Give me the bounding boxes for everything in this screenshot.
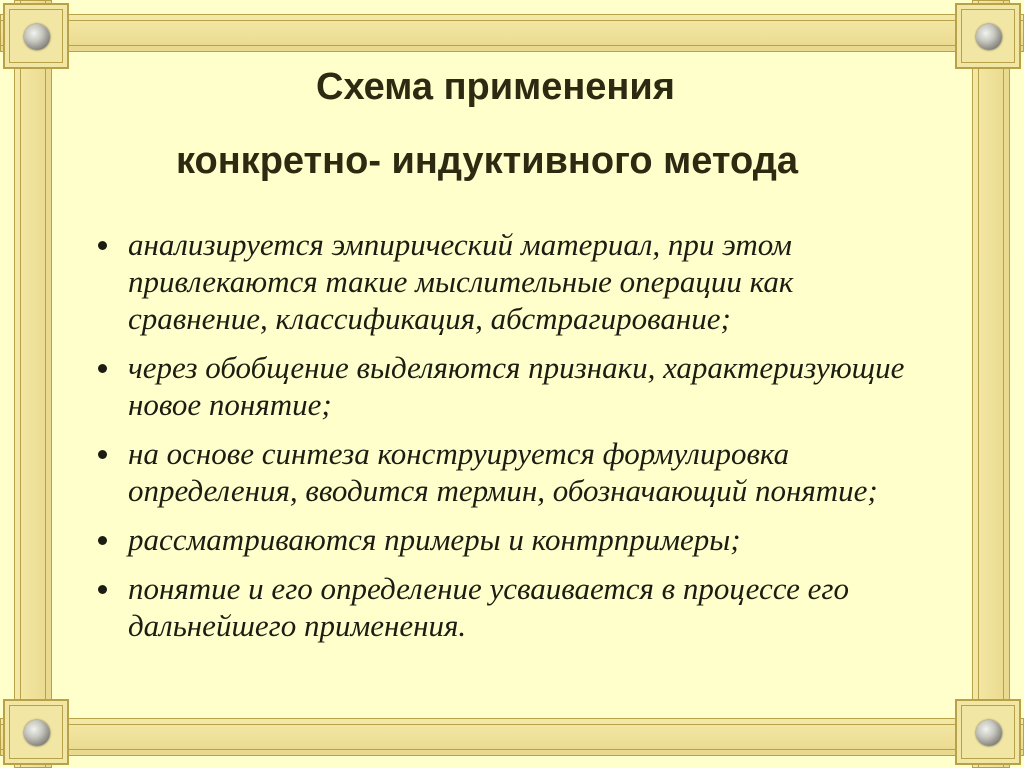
frame-top-bar [0,14,1024,52]
bullet-dot-icon [98,536,107,545]
frame-corner-bottom-right [955,699,1021,765]
bullet-text: понятие и его определение усваивается в процессе его дальнейшего применения. [128,571,849,643]
frame-right-bar [972,0,1010,768]
slide-title-line-1: Схема применения [316,66,675,108]
bullet-item [96,435,926,509]
bullet-text: на основе синтеза конструируется формулировка определения, вводится термин, обозначающий понятие; [128,436,878,508]
round-knob-icon [976,720,1002,746]
slide-title-line-2: конкретно- индуктивного метода [176,140,798,182]
bullet-item [96,570,926,644]
bullet-item [96,349,926,423]
frame-corner-bottom-left [3,699,69,765]
frame-corner-top-left [3,3,69,69]
frame-corner-top-right [955,3,1021,69]
round-knob-icon [24,720,50,746]
bullet-text: анализируется эмпирический материал, при этом привлекаются такие мыслительные операции как сравнение, классификация, абстрагирование; [128,227,794,336]
frame-left-bar [14,0,52,768]
bullet-item [96,226,926,337]
bullet-dot-icon [98,241,107,250]
round-knob-icon [976,24,1002,50]
round-knob-icon [24,24,50,50]
frame-bottom-bar [0,718,1024,756]
bullet-dot-icon [98,364,107,373]
bullet-item [96,521,926,558]
bullet-list [96,226,926,656]
bullet-text: через обобщение выделяются признаки, характеризующие новое понятие; [128,350,905,422]
bullet-text: рассматриваются примеры и контрпримеры; [128,522,741,557]
bullet-dot-icon [98,450,107,459]
bullet-dot-icon [98,585,107,594]
